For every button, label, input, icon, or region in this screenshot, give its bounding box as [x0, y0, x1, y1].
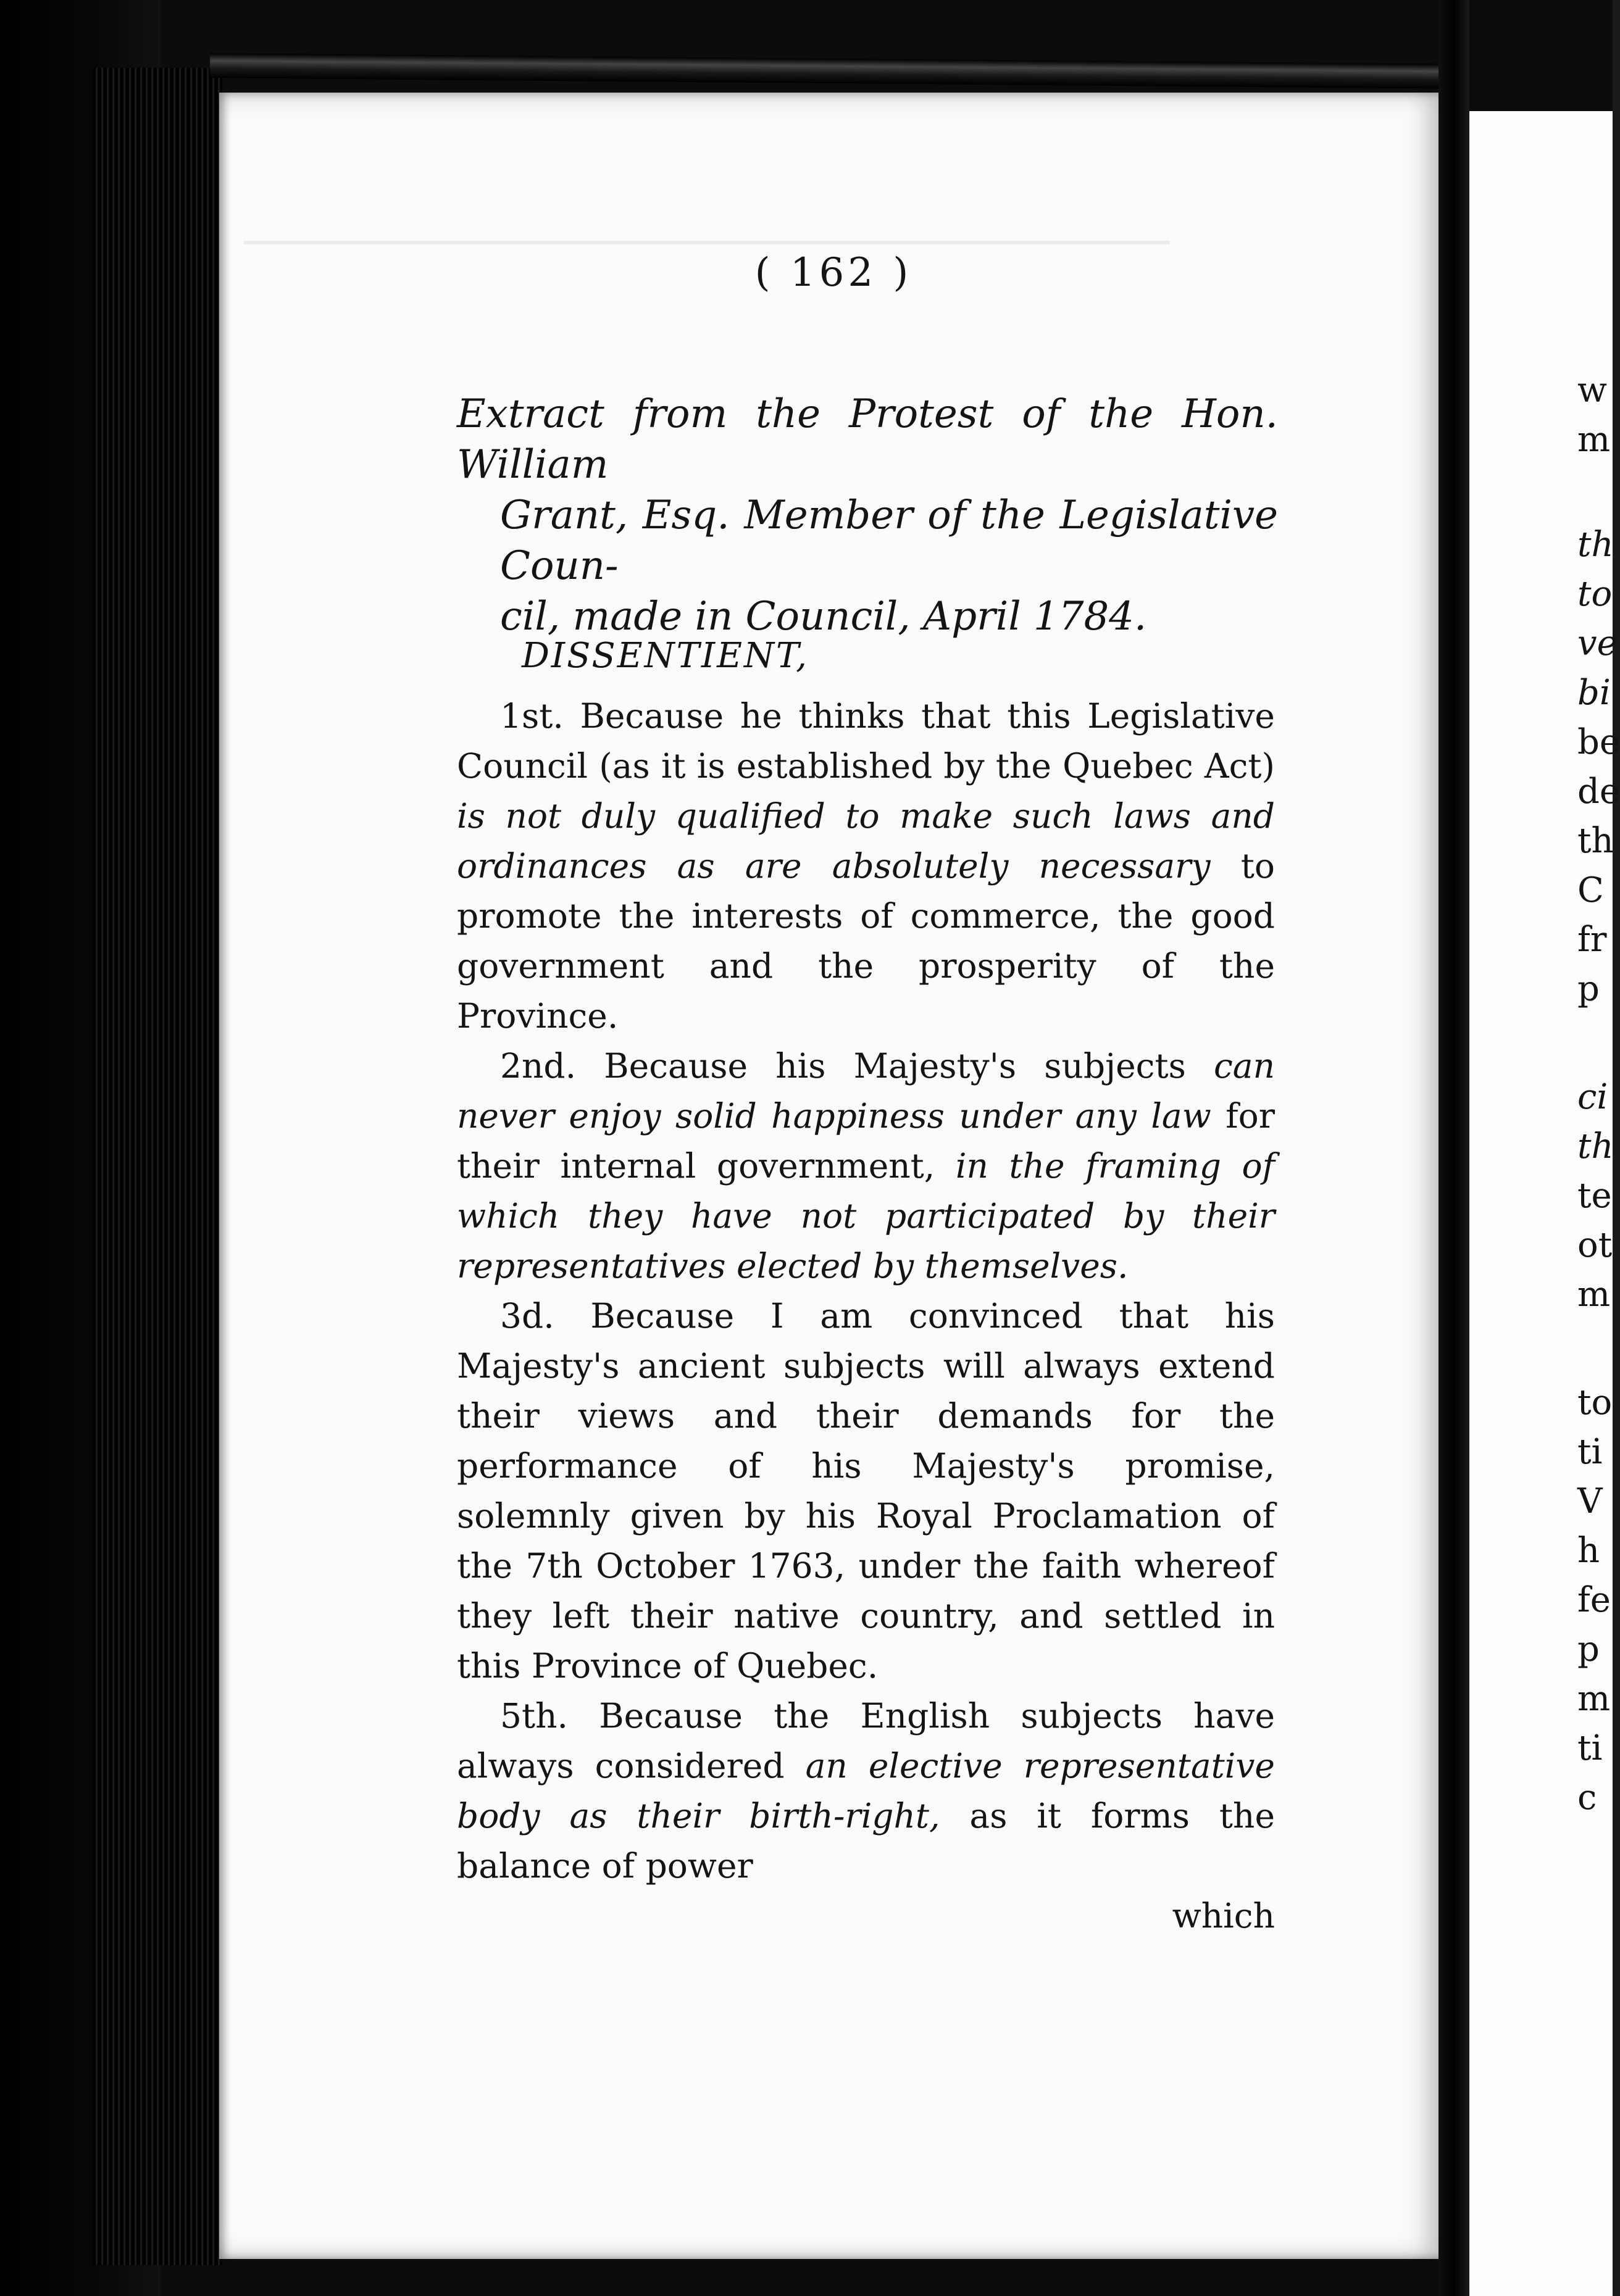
- paragraph-1: [457, 691, 1275, 1041]
- facing-letter: th: [1577, 1126, 1614, 1167]
- facing-letter: m: [1577, 1275, 1611, 1315]
- facing-letter: to: [1577, 1383, 1613, 1423]
- heading-line-2: Grant, Esq. Member of the Legislative Coun-: [500, 493, 1278, 589]
- facing-letter: C: [1577, 870, 1604, 910]
- facing-letter: th: [1577, 821, 1614, 861]
- page-heading: [457, 389, 1278, 642]
- paragraph-4-tail: as it forms the balance of power: [457, 1796, 1275, 1886]
- paragraph-2-emphasis-2: in the framing of which they have not participated by their representatives elected by themselves.: [457, 1146, 1275, 1286]
- facing-letter: th: [1577, 525, 1614, 565]
- facing-letter: be: [1577, 722, 1620, 762]
- paragraph-3-lead: 3d. Because I am convinced that his Majesty's ancient subjects will always extend their views and their demands for the performance of his Majesty's promise, solemnly given by his Royal Proclamation of the 7th October 1763, under the faith whereof they left their native country, and settled in this Province of Quebec.: [457, 1296, 1275, 1686]
- facing-letter: V: [1577, 1481, 1603, 1521]
- facing-letter: m: [1577, 420, 1611, 460]
- paragraph-2-mid: for their internal government,: [457, 1096, 1275, 1186]
- facing-letter: h: [1577, 1531, 1600, 1571]
- facing-letter: fe: [1577, 1580, 1611, 1620]
- paragraph-1-emphasis: is not duly qualified to make such laws and ordinances as are absolutely necessary: [457, 796, 1275, 886]
- paragraph-4-emphasis: an elective representative body as their birth-right,: [457, 1746, 1275, 1836]
- paragraph-2: [457, 1041, 1275, 1291]
- facing-letter: ot: [1577, 1225, 1613, 1265]
- facing-letter: w: [1577, 370, 1607, 410]
- salutation: DISSENTIENT,: [522, 636, 809, 676]
- facing-letter: de: [1577, 772, 1620, 812]
- facing-letter: ti: [1577, 1728, 1603, 1768]
- facing-letter: to: [1577, 574, 1613, 614]
- heading-line-3: cil, made in Council, April 1784.: [500, 594, 1147, 639]
- paragraph-1-tail: to promote the interests of commerce, the good government and the prosperity of the Province.: [457, 846, 1275, 1036]
- facing-letter: m: [1577, 1679, 1611, 1719]
- facing-letter: fr: [1577, 920, 1607, 960]
- page-edges: [93, 68, 222, 2265]
- paragraph-4-lead: 5th. Because the English subjects have always considered: [457, 1696, 1275, 1786]
- paragraph-1-lead: 1st. Because he thinks that this Legislative Council (as it is established by the Quebec Act): [457, 696, 1275, 786]
- facing-letter: p: [1577, 969, 1600, 1009]
- body-text: [457, 691, 1275, 1941]
- facing-letter: ve: [1577, 623, 1618, 663]
- facing-letter: ti: [1577, 1432, 1603, 1472]
- top-page-edge: [210, 53, 1457, 89]
- heading-line-1: Extract from the Protest of the Hon. William: [457, 391, 1278, 488]
- bleed-through: [244, 241, 1170, 244]
- paragraph-2-emphasis: can never enjoy solid happiness under any law: [457, 1046, 1275, 1136]
- paragraph-3: [457, 1291, 1275, 1691]
- paragraph-2-lead: 2nd. Because his Majesty's subjects: [500, 1046, 1214, 1086]
- paragraph-4: [457, 1691, 1275, 1891]
- facing-letter: c: [1577, 1778, 1597, 1818]
- facing-letter: te: [1577, 1176, 1612, 1216]
- catchword: which: [1172, 1896, 1275, 1936]
- page-number: ( 162 ): [754, 250, 912, 296]
- facing-letter: p: [1577, 1629, 1600, 1670]
- facing-letter: bi: [1577, 673, 1611, 713]
- gutter: [1438, 0, 1469, 2296]
- facing-letter: ci: [1577, 1077, 1608, 1117]
